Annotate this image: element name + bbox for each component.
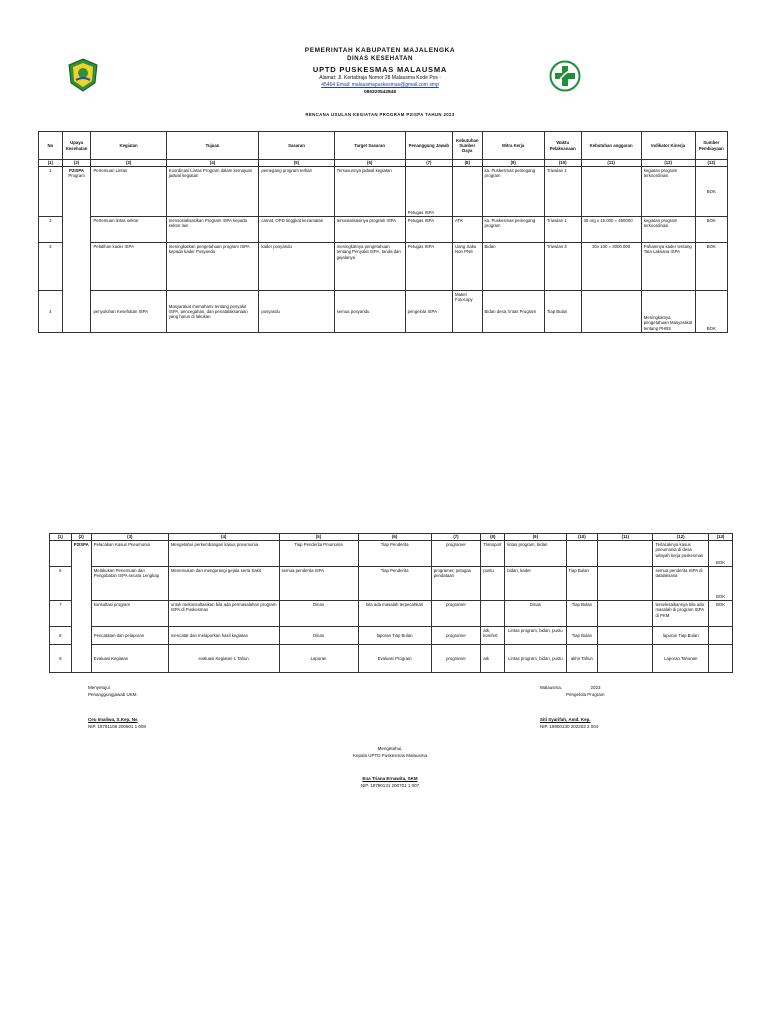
col-sumber-daya: Kebutuhan Sumber Daya: [453, 132, 483, 160]
row-waktu: Tiap Bulan: [544, 291, 581, 333]
table-row: [39, 291, 728, 333]
upaya-name: P2ISPA: [69, 168, 85, 173]
num-cell: (4): [166, 160, 259, 167]
row-anggaran: [581, 167, 641, 217]
num-cell: (12): [653, 534, 709, 541]
signature-right-year: 2023: [590, 685, 601, 690]
row-biaya: BOK: [695, 291, 727, 333]
row-sasaran: pemegang program terkait: [259, 167, 334, 217]
row-mitra: ka. Puskesmas pemegang program: [482, 217, 544, 243]
row-biaya: BOK: [709, 567, 733, 601]
col-no: No: [39, 132, 63, 160]
num-cell: (11): [581, 160, 641, 167]
row-target: tersosialisasinya program ISPA: [334, 217, 405, 243]
row-indikator: kegiatan program terkoordinasi: [641, 167, 695, 217]
row-tujuan: untuk mekonsultasikan bila ada permasalahan program ISPA di Puskesmas: [168, 601, 279, 627]
row-sasaran: Dinas: [279, 627, 358, 645]
row-waktu: akhir Tahun: [566, 645, 598, 673]
row-no: 6: [50, 567, 72, 601]
row-no: [50, 541, 72, 567]
row-pj: programer, petugas pendataan: [431, 567, 481, 601]
signature-center-role: Kepala UPTD Puskesmas Malausma: [352, 753, 428, 758]
row-tujuan: meningkatkan pengetahuan program ISPA kepada kader Posyandu: [166, 243, 259, 291]
row-biaya: BOK: [695, 217, 727, 243]
row-no: 2: [39, 217, 63, 243]
row-sumber: atk: [481, 645, 505, 673]
num-cell: (1): [50, 534, 72, 541]
num-cell: (13): [695, 160, 727, 167]
num-cell: (7): [431, 534, 481, 541]
row-pj: pengelola ISPA: [405, 291, 452, 333]
row-anggaran: [598, 601, 653, 627]
row-target: bila ada masalah terpecahkan: [358, 601, 431, 627]
row-pj: Petugas ISPA: [405, 167, 452, 217]
row-sasaran: Tiap Penderita Pnumonia: [279, 541, 358, 567]
row-target: semua posyandu: [334, 291, 405, 333]
row-mitra: Dinas: [505, 601, 566, 627]
num-cell: (6): [334, 160, 405, 167]
col-target: Target Sasaran: [334, 132, 405, 160]
row-pj: programer: [431, 601, 481, 627]
row-biaya: [709, 645, 733, 673]
row-kegiatan: Pencatatan dan pelaporan: [91, 627, 168, 645]
signature-right-role: Pengelola Program: [566, 692, 605, 697]
num-cell: (9): [505, 534, 566, 541]
num-cell: (5): [259, 160, 334, 167]
letterhead-institution: UPTD PUSKESMAS MALAUSMA: [312, 65, 448, 74]
letterhead-department: DINAS KESEHATAN: [347, 56, 413, 62]
row-sasaran: posyandu: [259, 291, 334, 333]
row-tujuan: Menemukan dan mengurangi gejala serta Sakit: [168, 567, 279, 601]
table-row: [50, 627, 733, 645]
row-sumber: atk, komfert: [481, 627, 505, 645]
signature-right: [540, 684, 660, 730]
upaya-cell: P2ISPA: [71, 541, 91, 673]
row-biaya: BOK: [709, 601, 733, 627]
row-target: laporan Tiap Bulan: [358, 627, 431, 645]
row-kegiatan: Evaluasi Kegiatan: [91, 645, 168, 673]
row-waktu: Tiap Bulan: [566, 567, 598, 601]
document-title: RENCANA USULAN KEGIATAN PROGRAM P2ISPA TAHUN 2023: [305, 112, 455, 117]
row-indikator: kegiatan program terkoordinasi: [641, 217, 695, 243]
row-no: 4: [39, 291, 63, 333]
row-pj: programer: [431, 645, 481, 673]
row-kegiatan: Melakukan Penemuan dan Pengobatan ISPA secara Lengkap: [91, 567, 168, 601]
row-waktu: Tiap Bulan: [566, 601, 598, 627]
row-anggaran: 30x 100 = 3000.000: [581, 243, 641, 291]
row-anggaran: [598, 567, 653, 601]
letterhead-government: PEMERINTAH KABUPATEN MAJALENGKA: [304, 47, 456, 54]
signature-center: [300, 745, 480, 789]
row-tujuan: Koordinasi Lintas Program dalam kemajuan jadwal kegiatan: [166, 167, 259, 217]
row-sasaran: kader posyandu: [259, 243, 334, 291]
row-pj: programer: [431, 541, 481, 567]
row-anggaran: 30 org x 15.000 = 450000: [581, 217, 641, 243]
row-sumber: Materi Fotocopy: [453, 291, 483, 333]
signature-right-date: [540, 684, 660, 691]
row-kegiatan: Pertemuan Lintas: [91, 167, 166, 217]
num-cell: (10): [544, 160, 581, 167]
signature-right-place: Malausma,: [540, 685, 563, 690]
row-no: 8: [50, 627, 72, 645]
num-cell: (9): [482, 160, 544, 167]
row-no: 1: [39, 167, 63, 217]
num-cell: (11): [598, 534, 653, 541]
table-row: [50, 541, 733, 567]
signature-left-role: Penanggungjawab UKM: [88, 692, 137, 697]
row-sasaran: semua penderita ISPA: [279, 567, 358, 601]
row-sumber: ATK: [453, 217, 483, 243]
table-row: [39, 167, 728, 217]
row-biaya: BOK: [695, 167, 727, 217]
col-pembiayaan: Sumber Pembiayaan: [695, 132, 727, 160]
row-mitra: ka. Puskesmas pemegang program: [482, 167, 544, 217]
num-cell: (7): [405, 160, 452, 167]
letterhead-phone: 085320542848: [363, 90, 396, 95]
signature-right-nip: NIP. 19900130 202203 2 004: [540, 724, 599, 729]
letterhead: [150, 46, 610, 97]
row-sasaran: Dinas: [279, 601, 358, 627]
num-cell: (8): [453, 160, 483, 167]
row-indikator: semua penderita ISPA di tatalaksana: [653, 567, 709, 601]
col-mitra: Mitra Kerja: [482, 132, 544, 160]
row-no: 9: [50, 645, 72, 673]
row-biaya: [709, 627, 733, 645]
num-cell: (6): [358, 534, 431, 541]
num-cell: (1): [39, 160, 63, 167]
upaya-cell: [62, 167, 91, 333]
row-indikator: Meningkatnya pengetahuan Masyarakat tentang PHBS: [641, 291, 695, 333]
signature-center-name: Ena Triana Ernawita, SKM: [362, 776, 418, 781]
row-waktu: Triwulan 1: [544, 167, 581, 217]
num-cell: (2): [71, 534, 91, 541]
row-tujuan: Masyarakat memahami tentang penyakit ISPA, pencegahan, dan penatalaksanaan yang harus di lakukan: [166, 291, 259, 333]
row-anggaran: [598, 541, 653, 567]
signature-left-label: Menyetujui: [88, 685, 110, 690]
signature-left-nip: NIP. 19791108 200501 1 008: [88, 724, 146, 729]
row-anggaran: [598, 627, 653, 645]
signature-left-name: Ceu Imaliwa, S.Kep, Ns: [88, 717, 138, 722]
col-waktu: Waktu Pelaksanaan: [544, 132, 581, 160]
row-kegiatan: penyuluhan Kesehatan ISPA: [91, 291, 166, 333]
row-sumber: [453, 167, 483, 217]
row-mitra: bidan, kader: [505, 567, 566, 601]
row-sumber: Uang Saku Non PNS: [453, 243, 483, 291]
table-row: [50, 601, 733, 627]
signature-center-label: Mengetahui,: [377, 746, 403, 751]
row-biaya: BOK: [709, 541, 733, 567]
table-row: [39, 217, 728, 243]
row-tujuan: mencatat dan melaporkan hasil kegiatan: [168, 627, 279, 645]
table-row: [50, 645, 733, 673]
row-pj: Petugas ISPA: [405, 217, 452, 243]
col-sasaran: Sasaran: [259, 132, 334, 160]
table-row: [39, 243, 728, 291]
plan-table-1: [38, 131, 728, 333]
row-sasaran: Laporan: [279, 645, 358, 673]
row-no: 3: [39, 243, 63, 291]
row-sumber: Transport: [481, 541, 505, 567]
row-kegiatan: konsultasi program: [91, 601, 168, 627]
row-indikator: laporan Tiap Bulan: [653, 627, 709, 645]
row-pj: programer: [431, 627, 481, 645]
row-tujuan: evaluasi Kegiatan 1 Tahun: [168, 645, 279, 673]
row-waktu: [566, 541, 598, 567]
row-indikator: Pahamnya kader tentang Tata Laksana ISPA: [641, 243, 695, 291]
row-tujuan: Mengetahui perkembangan kasus pneumonia: [168, 541, 279, 567]
col-tujuan: Tujuan: [166, 132, 259, 160]
row-kegiatan: Pelacakan Kasus Pneumonia: [91, 541, 168, 567]
row-sumber: [481, 601, 505, 627]
row-pj: Petugas ISPA: [405, 243, 452, 291]
num-cell: (3): [91, 534, 168, 541]
col-upaya: Upaya Kesehatan: [62, 132, 91, 160]
row-mitra: Bidan: [482, 243, 544, 291]
col-kegiatan: Kegiatan: [91, 132, 166, 160]
col-indikator: Indikator Kinerja: [641, 132, 695, 160]
row-kegiatan: Pertemuan lintas sektor: [91, 217, 166, 243]
row-tujuan: mensosialisasikan Program ISPA kepada sektor lain: [166, 217, 259, 243]
row-mitra: Lintas program, bidan, pustu: [505, 645, 566, 673]
row-kegiatan: Pelatihan kader ISPA: [91, 243, 166, 291]
num-cell: (13): [709, 534, 733, 541]
row-target: Tiap Penderita: [358, 567, 431, 601]
regency-emblem-icon: [66, 58, 100, 92]
num-cell: (2): [62, 160, 91, 167]
row-no: 7: [50, 601, 72, 627]
row-indikator: Terlacaknya kasus pneumonia di desa wilayah kerja puskesmas: [653, 541, 709, 567]
row-waktu: Triwulan 1: [544, 217, 581, 243]
row-indikator: terselesaikannya bila ada masalah di program ISPA di PKM: [653, 601, 709, 627]
row-biaya: BOK: [695, 243, 727, 291]
row-waktu: Tiap Bulan: [566, 627, 598, 645]
num-cell: (8): [481, 534, 505, 541]
upaya-sub: Program: [68, 173, 85, 179]
letterhead-address: Alamat: Jl. Kertabraja Nomor 28 Malausma Kode Pos :: [319, 75, 441, 81]
letterhead-email[interactable]: 45464 Email: malausmapuskesmas@gmail.com smp: [321, 82, 439, 88]
table-row: [50, 567, 733, 601]
row-target: Tiap Penderita: [358, 541, 431, 567]
signature-center-nip: NIP. 19790131 200701 1 007: [360, 783, 420, 788]
num-cell: (10): [566, 534, 598, 541]
row-target: Evaluasi Program: [358, 645, 431, 673]
row-indikator: Laporan Tahunan: [653, 645, 709, 673]
row-anggaran: [598, 645, 653, 673]
row-waktu: Triwulan 3: [544, 243, 581, 291]
num-cell: (5): [279, 534, 358, 541]
row-target: Tersusunnya jadwal kegiatan: [334, 167, 405, 217]
signature-right-name: Siti Syarifah, Amd. Kep.: [540, 717, 591, 722]
row-target: meningkatnya pengetahuan tentang Penyakit ISPA, tanda dan gejalanya: [334, 243, 405, 291]
row-mitra: lintas program, bidan: [505, 541, 566, 567]
signature-left: [88, 684, 268, 730]
column-number-row: [39, 160, 728, 167]
num-cell: (4): [168, 534, 279, 541]
row-sasaran: camat, OPD tinggkat kecamatan: [259, 217, 334, 243]
col-anggaran: Kebutuhan anggaran: [581, 132, 641, 160]
row-sumber: pustu: [481, 567, 505, 601]
col-pj: Penanggung Jawab: [405, 132, 452, 160]
row-mitra: Lintas program, bidan, pustu: [505, 627, 566, 645]
num-cell: (12): [641, 160, 695, 167]
num-cell: (3): [91, 160, 166, 167]
row-anggaran: [581, 291, 641, 333]
plan-table-2: [49, 533, 733, 673]
column-number-row: [50, 534, 733, 541]
row-mitra: Bidan desa, lintas Program: [482, 291, 544, 333]
